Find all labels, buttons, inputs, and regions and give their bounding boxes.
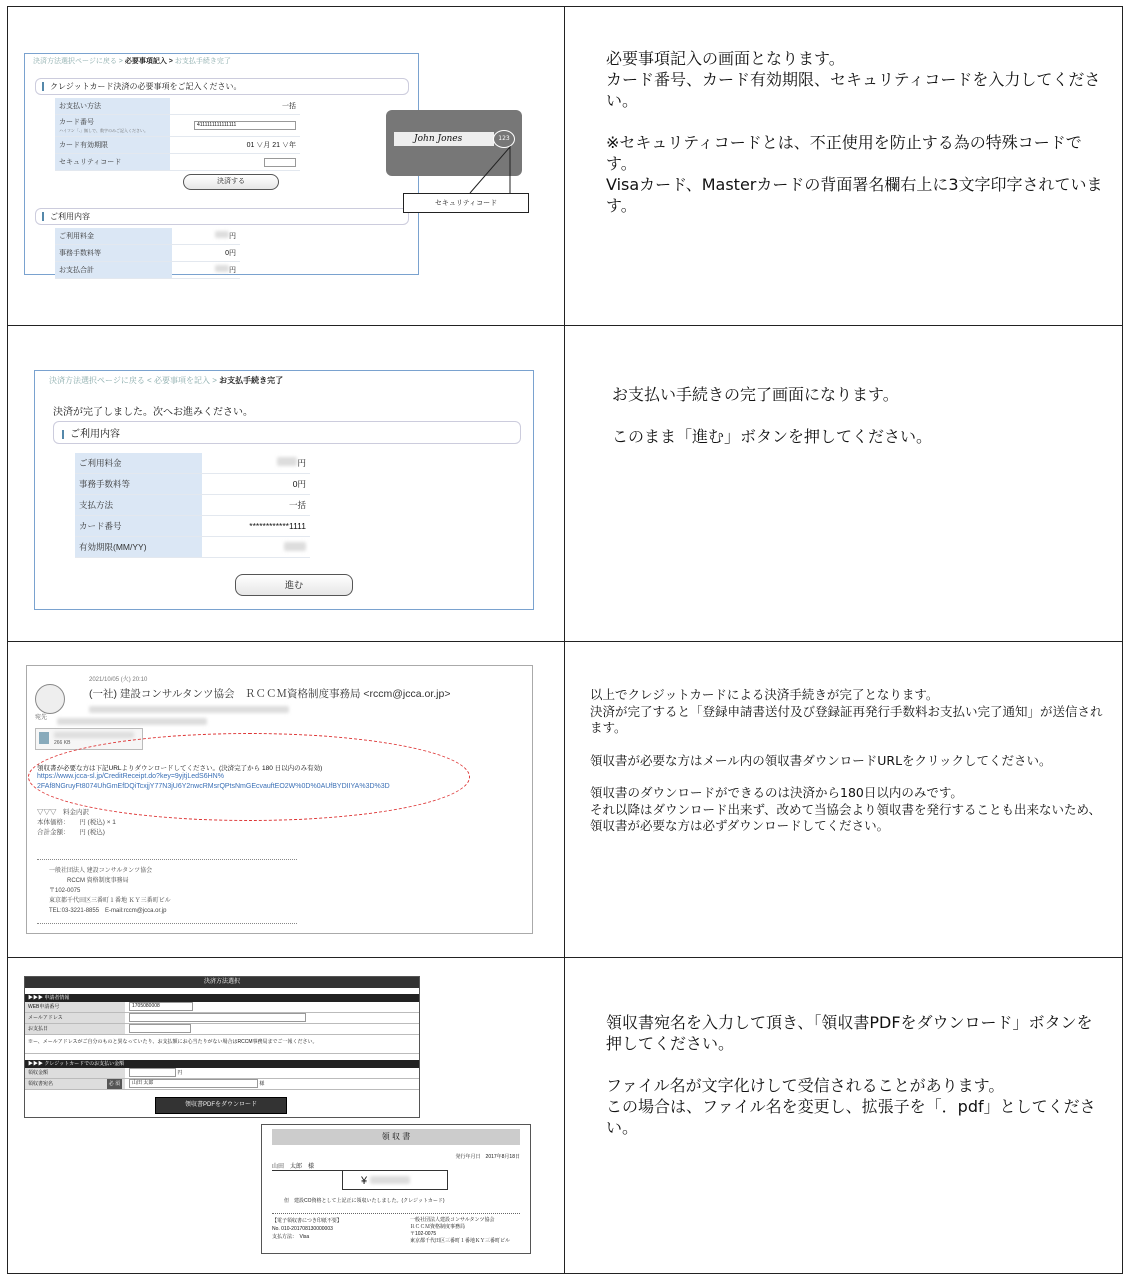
- sig-line: RCCM 資格制度事務局: [67, 878, 129, 884]
- download-instruction: 領収書が必要な方は下記URLよりダウンロードしてください。(決済完了から 180 日以内のみ有効): [37, 765, 323, 772]
- row1-description: [606, 48, 1106, 237]
- receipt-line: 〒102-0075: [410, 1231, 437, 1237]
- breadcrumb-back-link[interactable]: 決済方法選択ページに戻る <: [49, 376, 152, 385]
- description-paragraph: 以上でクレジットカードによる決済手続きが完了となります。 決済が完了すると「登録申請書送付及び登録証再発行手数料お支払い完了通知」が送信されます。: [590, 687, 1103, 735]
- payment-complete-screenshot: [34, 370, 534, 610]
- form-note: ※ー、メールアドレスがご自分のものと異なっていたり、お支払額にお心当たりがない場合はRCCM事務局までご一報ください。: [25, 1035, 419, 1054]
- sig-line: 〒102-0075: [49, 888, 81, 894]
- receipt-amount: ¥: [342, 1170, 448, 1190]
- usage-value: 円: [172, 262, 240, 279]
- field-label: 領収金額: [25, 1068, 125, 1078]
- description-paragraph: 領収書のダウンロードができるのは決済から180日以内のみです。 それ以降はダウンロード出来ず、改めて当協会より領収書を発行することも出来ないため、領収書が必要な方は必ずダウンロードしてください。: [590, 785, 1102, 833]
- usage-label: カード番号: [75, 516, 202, 537]
- section-title: クレジットカード決済の必要事項をご記入ください。: [35, 78, 409, 95]
- row-divider: [7, 641, 1123, 642]
- row-divider: [7, 325, 1123, 326]
- sig-line: TEL:03-3221-8855 E-mail:rccm@jcca.or.jp: [49, 908, 167, 914]
- issue-date: 発行年月日 2017年8月18日: [455, 1154, 520, 1160]
- receipt-line: No. 010-201708130000003: [272, 1226, 333, 1232]
- breadcrumb: [49, 375, 283, 386]
- card-entry-screenshot: [24, 53, 419, 275]
- email-date: 2021/10/05 (火) 20:10: [89, 677, 148, 683]
- receipt-url-line1[interactable]: https://www.jcca-sl.jp/CreditReceipt.do?key=9yjtjLedS6HN%: [37, 773, 224, 780]
- card-form-table: [55, 98, 300, 171]
- usage-value: 0円: [172, 245, 240, 262]
- signature-divider: [37, 859, 297, 860]
- receipt-title: 領 収 書: [272, 1129, 520, 1145]
- complete-message: 決済が完了しました。次へお進みください。: [53, 407, 253, 418]
- field-label: WEB申請番号: [25, 1002, 125, 1012]
- attachment-size: 266 KB: [54, 740, 71, 746]
- signature-strip: John Jones: [394, 132, 494, 146]
- email-signature: [49, 866, 171, 916]
- usage-label: ご利用料金: [75, 453, 202, 474]
- price-line: 本体価格： 円 (税込) × 1: [37, 819, 116, 826]
- receipt-divider: [272, 1213, 520, 1214]
- field-label: 領収書宛名 必 須: [25, 1079, 125, 1089]
- breadcrumb-back-link[interactable]: 決済方法選択ページに戻る >: [33, 58, 123, 65]
- section-title: ご利用内容: [53, 421, 521, 444]
- usage-label: お支払合計: [55, 262, 172, 279]
- breadcrumb: [33, 56, 231, 66]
- item-label: ▽▽▽ 料金内訳: [37, 809, 89, 816]
- sig-line: 東京都千代田区三番町１番地 ＫＹ三番町ビル: [49, 898, 171, 904]
- addressee-input[interactable]: 山田 太郎 様: [125, 1079, 419, 1089]
- receipt-line: 東京都千代田区三番町１番地ＫＹ三番町ビル: [410, 1238, 511, 1244]
- usage-section-title: ご利用内容: [35, 208, 409, 225]
- row3-description: [590, 687, 1110, 851]
- amount-section: ▶▶▶ クレジットカードでのお支払い金額: [25, 1060, 419, 1068]
- receipt-addressee: 山田 太郎 様: [272, 1161, 342, 1171]
- email-field: [125, 1013, 419, 1023]
- required-badge: 必 須: [108, 1081, 120, 1087]
- security-code-callout: セキュリティコード: [403, 193, 529, 213]
- email-sender: (一社) 建設コンサルタンツ協会 ＲＣＣＭ資格制度事務局 <rccm@jcca.or.jp>: [89, 688, 451, 700]
- breadcrumb-current: お支払手続き完了: [219, 376, 284, 385]
- usage-value: 円: [202, 453, 310, 474]
- receipt-url-line2[interactable]: 2FAf8NGruyFt8074UhGmEfDQiTcxjjY77N3jU6Y2nwcRMsrQPtsNmGEcvauftEO2W%0D%0AUfBYDIIYA%3D%3D: [37, 783, 390, 790]
- description-paragraph: このまま「進む」ボタンを押してください。: [612, 427, 933, 446]
- total-line: 合計金額： 円 (税込): [37, 829, 105, 836]
- field-label: カード番号 ハイフン「-」無しで、数字のみご記入ください。: [55, 115, 170, 137]
- amount-field: 円: [125, 1068, 419, 1078]
- description-paragraph: ※セキュリティコードとは、不正使用を防止する為の特殊コードです。 Visaカード、Masterカードの背面署名欄右上に3文字印字されています。: [606, 133, 1103, 215]
- field-label: セキュリティコード: [55, 154, 170, 171]
- description-paragraph: 領収書が必要な方はメール内の領収書ダウンロードURLをクリックしてください。: [590, 752, 1052, 768]
- web-number-field: 1705080008: [125, 1002, 419, 1012]
- avatar-icon: [35, 684, 65, 714]
- url-highlight-ellipse: [28, 733, 470, 821]
- card-number-input[interactable]: 4111111111111111: [170, 115, 300, 137]
- receipt-note: 但 建設CO資格として上記正に領収いたしました。(クレジットカード): [284, 1198, 445, 1204]
- expiry-select[interactable]: 01 ∨月 21 ∨年: [170, 137, 300, 154]
- receipt-line: 一般社団法人建設コンサルタンツ協会: [410, 1217, 495, 1223]
- description-paragraph: お支払い手続きの完了画面になります。: [612, 385, 899, 404]
- email-to-label: 宛先: [35, 715, 48, 721]
- breadcrumb-current: 必要事項記入 >: [124, 58, 173, 65]
- receipt-form-screenshot: [24, 976, 420, 1118]
- receipt-right-block: [410, 1217, 510, 1245]
- field-label: お支払日: [25, 1024, 125, 1034]
- receipt-line: 【電子領収書につき印紙不要】: [272, 1218, 342, 1224]
- usage-table: [75, 453, 310, 558]
- receipt-line: ＲＣＣＭ資格制度事務局: [410, 1224, 466, 1230]
- row2-description: [612, 384, 1112, 468]
- usage-label: 有効期限(MM/YY): [75, 537, 202, 558]
- row4-description: [606, 1012, 1106, 1159]
- usage-table: [55, 228, 240, 279]
- usage-value: 一括: [202, 495, 310, 516]
- column-divider: [564, 6, 565, 1274]
- usage-label: 事務手数料等: [55, 245, 172, 262]
- security-code-input[interactable]: [170, 154, 300, 171]
- usage-label: 事務手数料等: [75, 474, 202, 495]
- proceed-button[interactable]: 進む: [235, 574, 353, 596]
- payment-date-field: [125, 1024, 419, 1034]
- row-divider: [7, 957, 1123, 958]
- breadcrumb-next: お支払手続き完了: [174, 58, 231, 65]
- field-label: メールアドレス: [25, 1013, 125, 1023]
- description-paragraph: 必要事項記入の画面となります。 カード番号、カード有効期限、セキュリティコードを入力してください。: [606, 49, 1101, 110]
- callout-pointer: [460, 145, 530, 195]
- sig-line: 一般社団法人 建設コンサルタンツ協会: [49, 868, 153, 874]
- usage-value: ************1111: [202, 516, 310, 537]
- usage-value: 0円: [202, 474, 310, 495]
- download-pdf-button[interactable]: 領収書PDFをダウンロード: [155, 1097, 287, 1114]
- receipt-pdf-preview: [261, 1124, 531, 1254]
- description-paragraph: ファイル名が文字化けして受信されることがあります。 この場合は、ファイル名を変更し、拡張子を「．pdf」としてください。: [606, 1076, 1096, 1137]
- applicant-section: ▶▶▶ 申請者情報: [25, 994, 419, 1002]
- breadcrumb-step: 必要事項を記入 >: [153, 376, 217, 385]
- attachment-icon: [39, 732, 49, 744]
- receipt-line: 支払方法： Visa: [272, 1234, 310, 1240]
- form-title: 決済方法選択: [25, 977, 419, 988]
- payment-method-value: 一括: [170, 98, 300, 115]
- usage-value: 円: [172, 228, 240, 245]
- receipt-left-block: [272, 1217, 342, 1241]
- submit-payment-button[interactable]: 決済する: [183, 174, 279, 190]
- description-paragraph: 領収書宛名を入力して頂き、「領収書PDFをダウンロード」ボタンを押してください。: [606, 1013, 1093, 1053]
- field-label: カード有効期限: [55, 137, 170, 154]
- usage-label: 支払方法: [75, 495, 202, 516]
- cvv-mark: 123: [493, 130, 515, 148]
- field-label: お支払い方法: [55, 98, 170, 115]
- signature-divider: [37, 923, 297, 924]
- usage-value: [202, 537, 310, 558]
- usage-label: ご利用料金: [55, 228, 172, 245]
